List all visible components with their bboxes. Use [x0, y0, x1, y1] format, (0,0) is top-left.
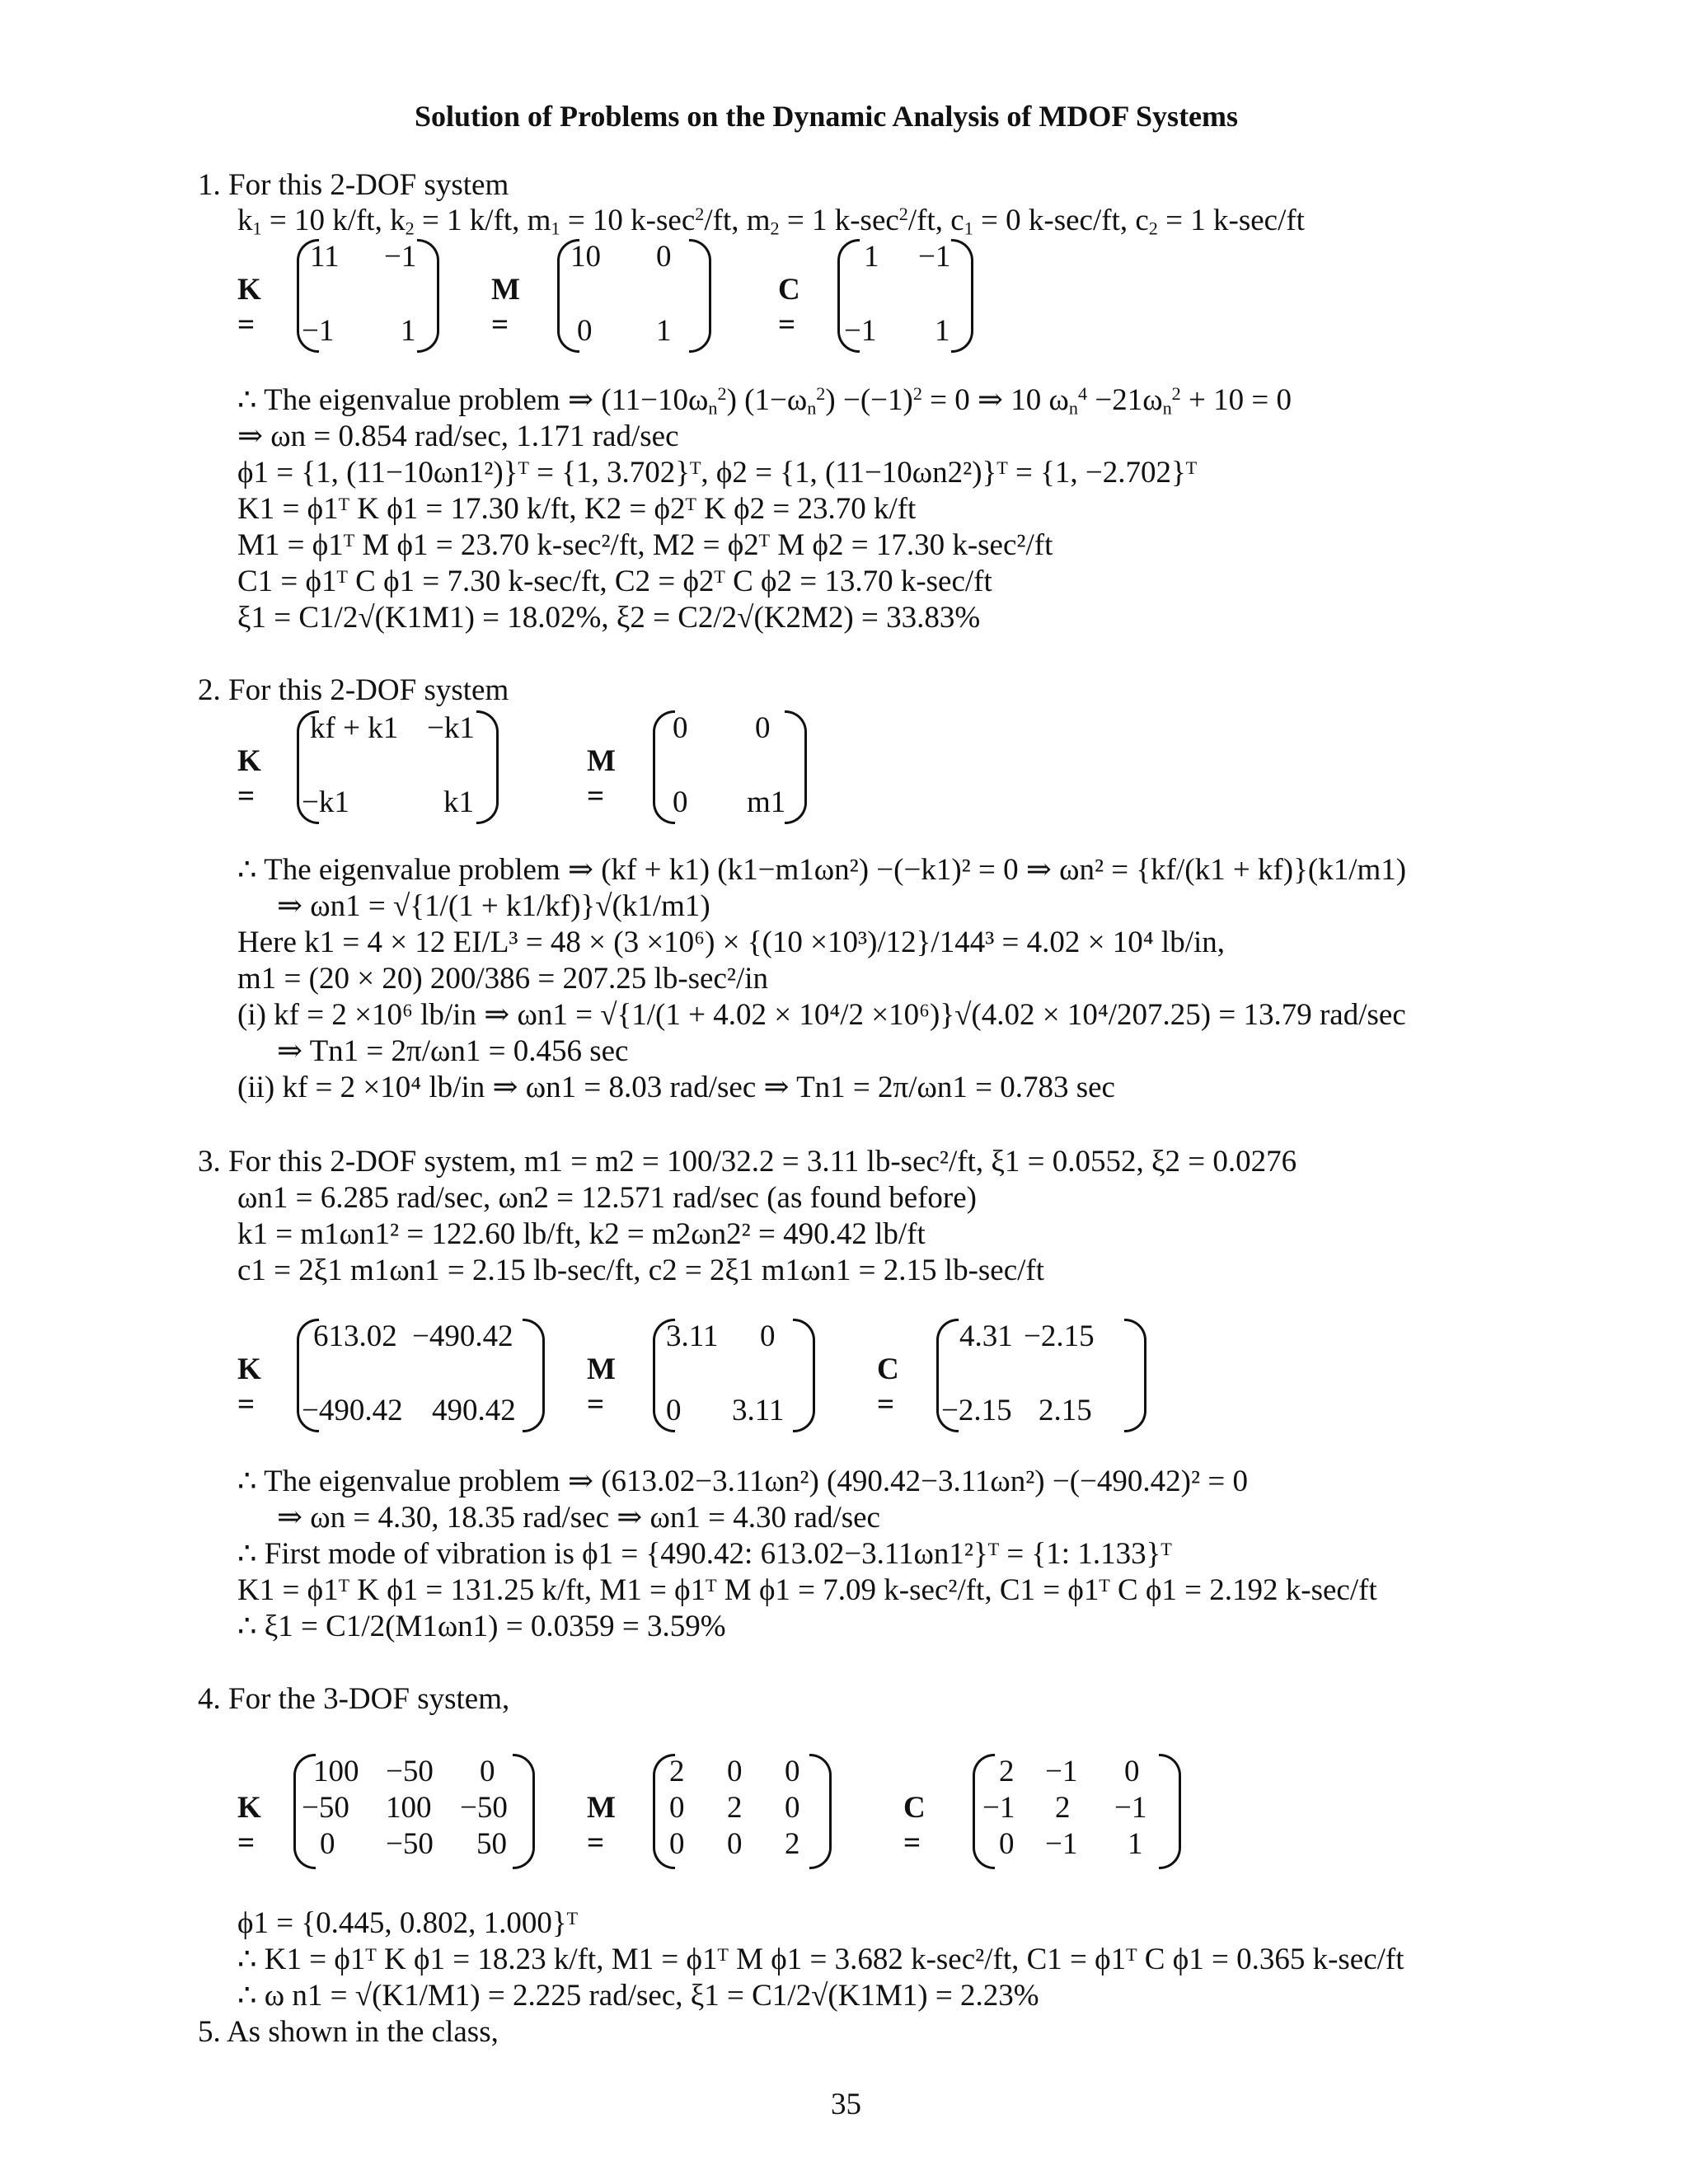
- p3-line-2: k1 = m1ωn1² = 122.60 lb/ft, k2 = m2ωn2² = 490.42 lb/ft: [237, 1217, 926, 1251]
- p2-line-6: ⇒ Tn1 = 2π/ωn1 = 0.456 sec: [277, 1034, 629, 1068]
- p3-line-3: c1 = 2ξ1 m1ωn1 = 2.15 lb-sec/ft, c2 = 2ξ1 m1ωn1 = 2.15 lb-sec/ft: [237, 1254, 1045, 1287]
- problem-1-given: $k_1 = 10$ k/ft, $k_2 = 1$ k/ft, $m_1 = 10$ $k-\sec^2/ft$, $m_2 = 1$ $k-\sec^2/ft$, $c_1 = 0$ k-sec/ft, $c_2 = 1$ k-sec/ft: [237, 203, 1305, 239]
- p4-line-3: ∴ ω n1 = √(K1/M1) = 2.225 rad/sec, ξ1 = C1/2√(K1M1) = 2.23%: [237, 1979, 1039, 2013]
- document-page: Solution of Problems on the Dynamic Analysis of MDOF Systems 1. For this 2-DOF system $k_1 = 10$ k/ft, $k_2 = 1$ k/ft, $m_1 = 10$ $k-\sec^2/ft$, $m_2 = 1$ $k-\sec^2/ft$, $c_1 = 0$ k-sec/ft, $c_2 = 1$ k-sec/ft K = 11 −1 −1 1 M = 10 0 0 1 C = 1 −1 −1 1 ∴ The eigenvalue problem ⇒ $(11-10\omega_n^2)$ $(1-\omega_n^2) -(-1)^2 = 0$ ⇒ 10 $\omega_n^4 -21\omega_n^2 + 10 = 0$ ⇒ ωn = 0.854 rad/sec, 1.171 rad/sec ϕ1 = {1, (11−10ωn1²)}ᵀ = {1, 3.702}ᵀ, ϕ2 = {1, (11−10ωn2²)}ᵀ = {1, −2.702}ᵀ K1 = ϕ1ᵀ K ϕ1 = 17.30 k/ft, K2 = ϕ2ᵀ K ϕ2 = 23.70 k/ft M1 = ϕ1ᵀ M ϕ1 = 23.70 k-sec²/ft, M2 = ϕ2ᵀ M ϕ2 = 17.30 k-sec²/ft C1 = ϕ1ᵀ C ϕ1 = 7.30 k-sec/ft, C2 = ϕ2ᵀ C ϕ2 = 13.70 k-sec/ft ξ1 = C1/2√(K1M1) = 18.02%, ξ2 = C2/2√(K2M2) = 33.83% 2. For this 2-DOF system K = kf + k1 −k1 −k1 k1 M = 0 0 0 m1 ∴ The eigenvalue problem ⇒ (kf + k1) (k1−m1ωn²) −(−k1)² = 0 ⇒ ωn² = {kf/(k1 + kf)}(k1/m1) ⇒ ωn1 = √{1/(1 + k1/kf)}√(k1/m1) Here k1 = 4 × 12 EI/L³ = 48 × (3 ×10⁶) × {(10 ×10³)/12}/144³ = 4.02 × 10⁴ lb/in, m1 = (20 × 20) 200/386 = 207.25 lb-sec²/in (i) kf = 2 ×10⁶ lb/in ⇒ ωn1 = √{1/(1 + 4.02 × 10⁴/2 ×10⁶)}√(4.02 × 10⁴/207.25) = 13.79 rad/sec ⇒ Tn1 = 2π/ωn1 = 0.456 sec (ii) kf = 2 ×10⁴ lb/in ⇒ ωn1 = 8.03 rad/sec ⇒ Tn1 = 2π/ωn1 = 0.783 sec 3. For this 2-DOF system, m1 = m2 = 100/32.2 = 3.11 lb-sec²/ft, ξ1 = 0.0552, ξ2 = 0.0276 ωn1 = 6.285 rad/sec, ωn2 = 12.571 rad/sec (as found before) k1 = m1ωn1² = 122.60 lb/ft, k2 = m2ωn2² = 490.42 lb/ft c1 = 2ξ1 m1ωn1 = 2.15 lb-sec/ft, c2 = 2ξ1 m1ωn1 = 2.15 lb-sec/ft K = 613.02 −490.42 −490.42 490.42 M = 3.11 0 0 3.11 C = 4.31 −2.15 −2.15 2.15 ∴ The eigenvalue problem ⇒ (613.02−3.11ωn²) (490.42−3.11ωn²) −(−490.42)² = 0 ⇒ ωn = 4.30, 18.35 rad/sec ⇒ ωn1 = 4.30 rad/sec ∴ First mode of vibration is ϕ1 = {490.42: 613.02−3.11ωn1²}ᵀ = {1: 1.133}ᵀ K1 = ϕ1ᵀ K ϕ1 = 131.25 k/ft, M1 = ϕ1ᵀ M ϕ1 = 7.09 k-sec²/ft, C1 = ϕ1ᵀ C ϕ1 = 2.192 k-sec/ft ∴ ξ1 = C1/2(M1ωn1) = 0.0359 = 3.59% 4. For the 3-DOF system, K = 100 −50 0 −50 100 −50 0 −50 50 M = 2 0 0 0 2 0 0 0 2 C = 2 −1 0 −1 2 −1 0 −1 1 ϕ1 = {0.445, 0.802, 1.000}ᵀ ∴ K1 = ϕ1ᵀ K ϕ1 = 18.23 k/ft, M1 = ϕ1ᵀ M ϕ1 = 3.682 k-sec²/ft, C1 = ϕ1ᵀ C ϕ1 = 0.365 k-sec/ft ∴ ω n1 = √(K1/M1) = 2.225 rad/sec, ξ1 = C1/2√(K1M1) = 2.23% 5. As shown in the class, 35: [198, 100, 1407, 2121]
- p2-line-2: ⇒ ωn1 = √{1/(1 + k1/kf)}√(k1/m1): [277, 889, 710, 923]
- p1-line-4: K1 = ϕ1ᵀ K ϕ1 = 17.30 k/ft, K2 = ϕ2ᵀ K ϕ2 = 23.70 k/ft: [237, 492, 917, 526]
- problem-5-heading: 5. As shown in the class,: [198, 2015, 499, 2049]
- p1-line-6: C1 = ϕ1ᵀ C ϕ1 = 7.30 k-sec/ft, C2 = ϕ2ᵀ C ϕ2 = 13.70 k-sec/ft: [237, 565, 992, 598]
- p1-eigenvalue-line: ∴ The eigenvalue problem ⇒ $(11-10\omega_n^2)$ $(1-\omega_n^2) -(-1)^2 = 0$ ⇒ 10 $\omega_n^4 -21\omega_n^2 + 10 = 0$: [237, 382, 1292, 419]
- p2-line-4: m1 = (20 × 20) 200/386 = 207.25 lb-sec²/in: [237, 962, 769, 996]
- problem-4-heading: 4. For the 3-DOF system,: [198, 1682, 510, 1716]
- problem-3-heading: 3. For this 2-DOF system, m1 = m2 = 100/32.2 = 3.11 lb-sec²/ft, ξ1 = 0.0552, ξ2 = 0.0276: [198, 1145, 1297, 1179]
- page-title: Solution of Problems on the Dynamic Analysis of MDOF Systems: [415, 100, 1239, 133]
- problem-2-heading: 2. For this 2-DOF system: [198, 673, 509, 707]
- p4-line-1: ϕ1 = {0.445, 0.802, 1.000}ᵀ: [237, 1906, 579, 1940]
- p3-line-1: ωn1 = 6.285 rad/sec, ωn2 = 12.571 rad/sec (as found before): [237, 1181, 977, 1215]
- p1-line-5: M1 = ϕ1ᵀ M ϕ1 = 23.70 k-sec²/ft, M2 = ϕ2ᵀ M ϕ2 = 17.30 k-sec²/ft: [237, 528, 1053, 562]
- p3-line-5: ⇒ ωn = 4.30, 18.35 rad/sec ⇒ ωn1 = 4.30 rad/sec: [277, 1501, 880, 1535]
- p3-line-6: ∴ First mode of vibration is ϕ1 = {490.42: 613.02−3.11ωn1²}ᵀ = {1: 1.133}ᵀ: [237, 1537, 1172, 1571]
- p3-line-4: ∴ The eigenvalue problem ⇒ (613.02−3.11ωn²) (490.42−3.11ωn²) −(−490.42)² = 0: [237, 1465, 1248, 1498]
- p2-line-5: (i) kf = 2 ×10⁶ lb/in ⇒ ωn1 = √{1/(1 + 4.02 × 10⁴/2 ×10⁶)}√(4.02 × 10⁴/207.25) = 13.79 rad/sec: [237, 998, 1406, 1032]
- p1-line-2: ⇒ ωn = 0.854 rad/sec, 1.171 rad/sec: [237, 419, 679, 453]
- p2-line-1: ∴ The eigenvalue problem ⇒ (kf + k1) (k1−m1ωn²) −(−k1)² = 0 ⇒ ωn² = {kf/(k1 + kf)}(k1/m1): [237, 853, 1407, 887]
- p1-line-7: ξ1 = C1/2√(K1M1) = 18.02%, ξ2 = C2/2√(K2M2) = 33.83%: [237, 601, 981, 635]
- page-number: 35: [831, 2088, 861, 2121]
- p1-line-3: ϕ1 = {1, (11−10ωn1²)}ᵀ = {1, 3.702}ᵀ, ϕ2 = {1, (11−10ωn2²)}ᵀ = {1, −2.702}ᵀ: [237, 456, 1198, 490]
- p3-line-8: ∴ ξ1 = C1/2(M1ωn1) = 0.0359 = 3.59%: [237, 1610, 726, 1643]
- problem-1-heading: 1. For this 2-DOF system: [198, 168, 509, 202]
- p4-line-2: ∴ K1 = ϕ1ᵀ K ϕ1 = 18.23 k/ft, M1 = ϕ1ᵀ M ϕ1 = 3.682 k-sec²/ft, C1 = ϕ1ᵀ C ϕ1 = 0.365 k-sec/ft: [237, 1943, 1404, 1976]
- p2-line-3: Here k1 = 4 × 12 EI/L³ = 48 × (3 ×10⁶) × {(10 ×10³)/12}/144³ = 4.02 × 10⁴ lb/in,: [237, 926, 1226, 959]
- p2-line-7: (ii) kf = 2 ×10⁴ lb/in ⇒ ωn1 = 8.03 rad/sec ⇒ Tn1 = 2π/ωn1 = 0.783 sec: [237, 1071, 1115, 1104]
- p3-line-7: K1 = ϕ1ᵀ K ϕ1 = 131.25 k/ft, M1 = ϕ1ᵀ M ϕ1 = 7.09 k-sec²/ft, C1 = ϕ1ᵀ C ϕ1 = 2.192 k-sec/ft: [237, 1573, 1377, 1607]
